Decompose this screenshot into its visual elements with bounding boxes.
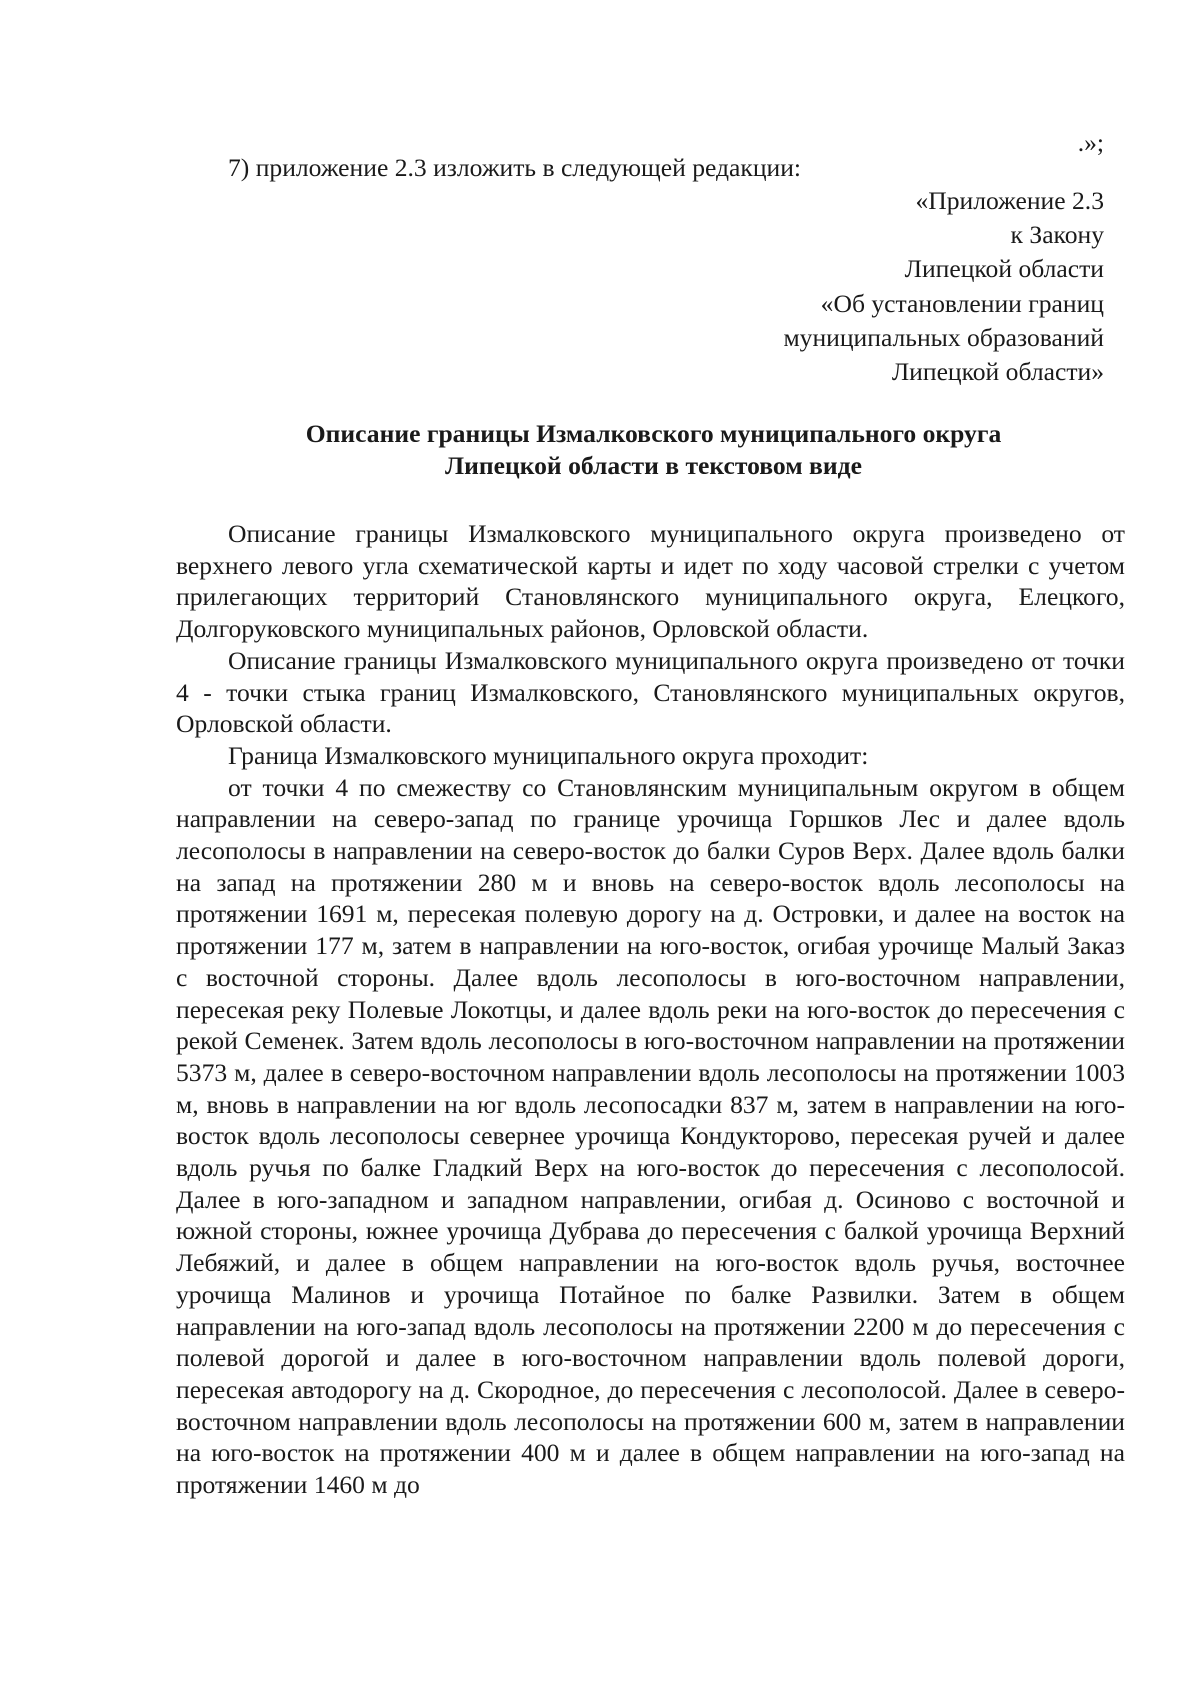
appendix-header-line: Липецкой области» bbox=[891, 357, 1104, 387]
amendment-item-7: 7) приложение 2.3 изложить в следующей редакции: bbox=[228, 153, 802, 182]
document-body bbox=[176, 518, 1125, 1501]
title-line-1: Описание границы Измалковского муниципального округа bbox=[305, 419, 1002, 448]
closing-quote-mark: .»; bbox=[1077, 128, 1104, 157]
paragraph-description-start: Описание границы Измалковского муниципального округа произведено от верхнего левого угла схематической карты и идет по ходу часовой стрелки с учетом прилегающих территорий Становлянского муниципального округа, Елецкого, Долгоруковского муниципальных районов, Орловской области. bbox=[176, 519, 1125, 644]
paragraph-boundary-route: от точки 4 по смежеству со Становлянским муниципальным округом в общем направлении на северо-запад по границе урочища Горшков Лес и далее вдоль лесополосы в направлении на северо-восток до балки Суров Верх. Далее вдоль балки на запад на протяжении 280 м и вновь на северо-восток вдоль лесополосы на протяжении 1691 м, пересекая полевую дорогу на д. Островки, и далее на восток на протяжении 177 м, затем в направлении на юго-восток, огибая урочище Малый Заказ с восточной стороны. Далее вдоль лесополосы в юго-восточном направлении, пересекая реку Полевые Локотцы, и далее вдоль реки на юго-восток до пересечения с рекой Семенек. Затем вдоль лесополосы в юго-восточном направлении на протяжении 5373 м, далее в северо-восточном направлении вдоль лесополосы на протяжении 1003 м, вновь в направлении на юг вдоль лесопосадки 837 м, затем в направлении на юго-восток вдоль лесополосы севернее урочища Кондукторово, пересекая ручей и далее вдоль ручья по балке Гладкий Верх на юго-восток до пересечения с лесополосой. Далее в юго-западном и западном направлении, огибая д. Осиново с восточной и южной стороны, южнее урочища Дубрава до пересечения с балкой урочища Верхний Лебяжий, и далее в общем направлении на юго-восток вдоль ручья, восточнее урочища Малинов и урочища Потайное по балке Развилки. Затем в общем направлении на юго-запад вдоль лесополосы на протяжении 2200 м до пересечения с полевой дорогой и далее в юго-восточном направлении вдоль полевой дороги, пересекая автодорогу на д. Скородное, до пересечения с лесополосой. Далее в северо-восточном направлении вдоль лесополосы на протяжении 600 м, затем в направлении на юго-восток на протяжении 400 м и далее в общем направлении на юго-запад на протяжении 1460 м до bbox=[176, 772, 1125, 1500]
appendix-header-line: муниципальных образований bbox=[783, 322, 1104, 352]
appendix-header-line: Липецкой области bbox=[904, 254, 1104, 284]
title-line-2: Липецкой области в текстовом виде bbox=[445, 451, 862, 480]
appendix-header-line: «Об установлении границ bbox=[820, 288, 1104, 318]
appendix-header-line: «Приложение 2.3 bbox=[915, 186, 1104, 215]
paragraph-start-point: Описание границы Измалковского муниципального округа произведено от точки 4 - точки стыка границ Измалковского, Становлянского муниципальных округов, Орловской области. bbox=[176, 645, 1125, 739]
appendix-header-line: к Закону bbox=[1010, 220, 1104, 250]
document-title bbox=[176, 418, 1131, 482]
paragraph-boundary-intro: Граница Измалковского муниципального округа проходит: bbox=[228, 740, 869, 770]
appendix-header bbox=[504, 184, 1104, 389]
